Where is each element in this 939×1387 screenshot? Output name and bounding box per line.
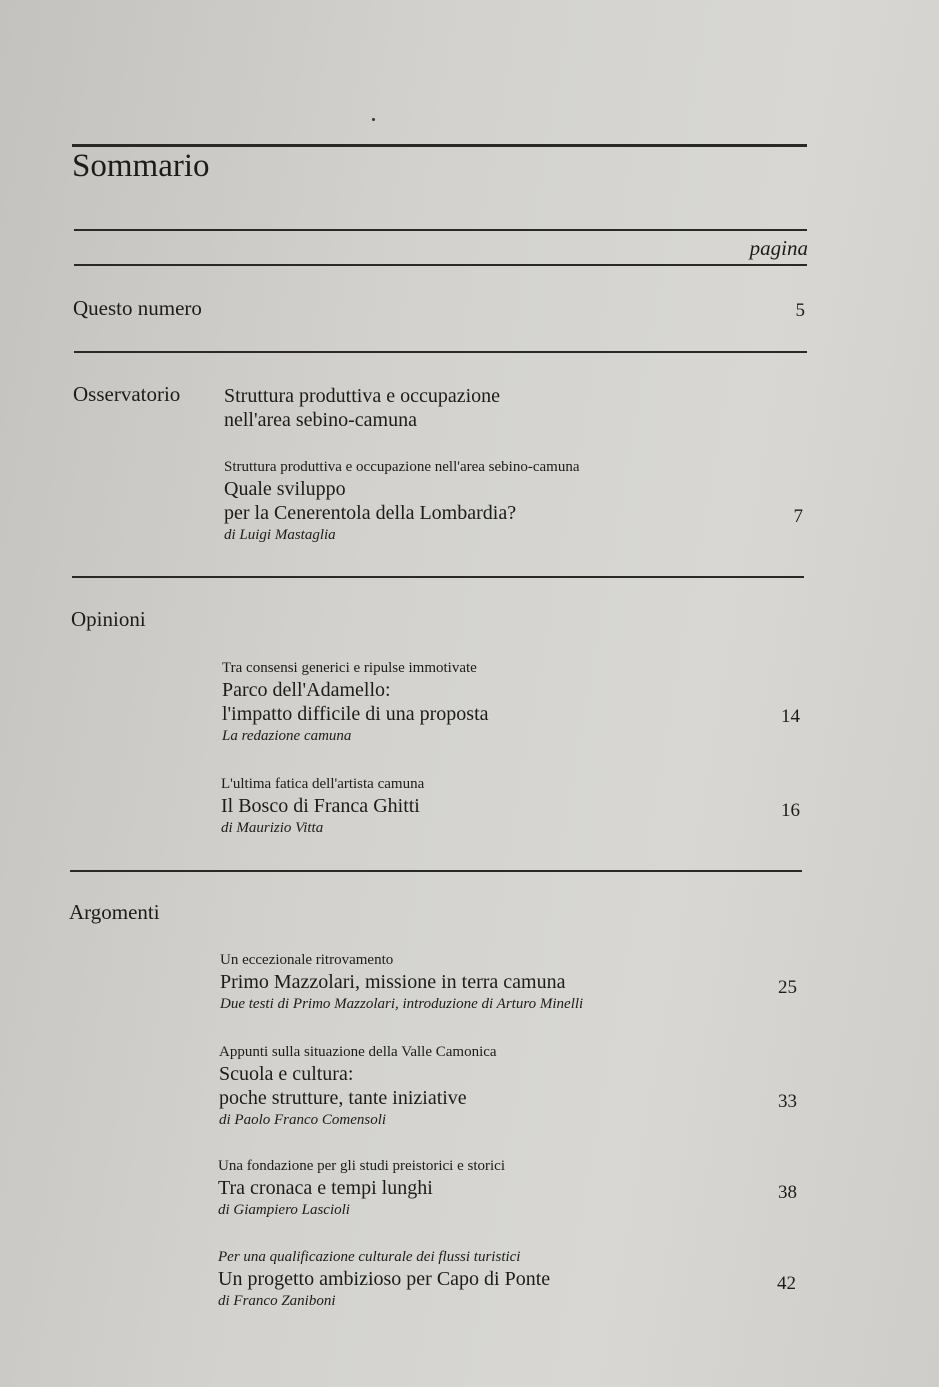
page-title: Sommario	[72, 148, 210, 184]
section-label-opinioni: Opinioni	[71, 607, 146, 631]
entry-page-number: 14	[781, 706, 800, 727]
section-rule	[72, 576, 804, 578]
section-subtitle	[224, 384, 500, 432]
page-column-label: pagina	[749, 236, 808, 260]
questo-numero-page: 5	[795, 300, 805, 321]
entry-page-number: 42	[777, 1273, 796, 1294]
entry-page-number: 25	[778, 977, 797, 998]
rule-under-pagina	[74, 264, 807, 266]
entry-page-number: 33	[778, 1091, 797, 1112]
top-rule	[72, 144, 807, 147]
questo-numero-label: Questo numero	[73, 296, 202, 320]
toc-entry[interactable]	[218, 1248, 550, 1311]
entry-title-line: Il Bosco di Franca Ghitti	[221, 795, 420, 817]
entry-page-number: 38	[778, 1182, 797, 1203]
entry-author: di Giampiero Lascioli	[218, 1202, 350, 1218]
entry-title-line: Parco dell'Adamello:	[222, 679, 391, 701]
entry-kicker: Un eccezionale ritrovamento	[220, 952, 394, 968]
rule-under-title	[74, 229, 807, 231]
entry-title-line: poche strutture, tante iniziative	[219, 1087, 467, 1109]
section-rule	[70, 870, 802, 872]
entry-kicker: Appunti sulla situazione della Valle Camonica	[219, 1044, 497, 1060]
entry-author: di Paolo Franco Comensoli	[219, 1112, 387, 1128]
entry-title-line: Un progetto ambizioso per Capo di Ponte	[218, 1268, 551, 1290]
subtitle-line: nell'area sebino-camuna	[224, 409, 417, 431]
entry-title-line: Primo Mazzolari, missione in terra camuna	[220, 971, 566, 993]
section-label-osservatorio: Osservatorio	[73, 382, 181, 406]
entry-title-line: per la Cenerentola della Lombardia?	[224, 502, 517, 524]
toc-entry[interactable]	[224, 458, 579, 545]
toc-entry[interactable]	[221, 775, 424, 838]
entry-page-number: 7	[793, 506, 803, 527]
entry-title-line: Tra cronaca e tempi lunghi	[218, 1177, 433, 1199]
toc-entry[interactable]	[218, 1157, 505, 1220]
entry-author: Due testi di Primo Mazzolari, introduzione di Arturo Minelli	[220, 996, 584, 1012]
subtitle-line: Struttura produttiva e occupazione	[224, 385, 501, 407]
entry-kicker: Una fondazione per gli studi preistorici e storici	[218, 1158, 505, 1174]
entry-author: La redazione camuna	[222, 728, 352, 744]
entry-title-line: Quale sviluppo	[224, 478, 346, 500]
entry-title-line: Scuola e cultura:	[219, 1063, 354, 1085]
entry-page-number: 16	[781, 800, 800, 821]
toc-entry[interactable]	[220, 951, 583, 1014]
entry-title-line: l'impatto difficile di una proposta	[222, 703, 489, 725]
entry-author: di Franco Zaniboni	[218, 1293, 336, 1309]
entry-kicker: L'ultima fatica dell'artista camuna	[221, 776, 425, 792]
entry-kicker: Struttura produttiva e occupazione nell'area sebino-camuna	[224, 459, 580, 475]
print-speck	[372, 118, 375, 121]
toc-entry[interactable]	[222, 659, 489, 746]
entry-author: di Maurizio Vitta	[221, 820, 324, 836]
entry-kicker: Tra consensi generici e ripulse immotivate	[222, 660, 477, 676]
section-label-argomenti: Argomenti	[69, 900, 160, 924]
toc-entry[interactable]	[219, 1043, 497, 1130]
entry-author: di Luigi Mastaglia	[224, 527, 336, 543]
section-rule	[74, 351, 807, 353]
entry-kicker: Per una qualificazione culturale dei flussi turistici	[218, 1249, 521, 1265]
